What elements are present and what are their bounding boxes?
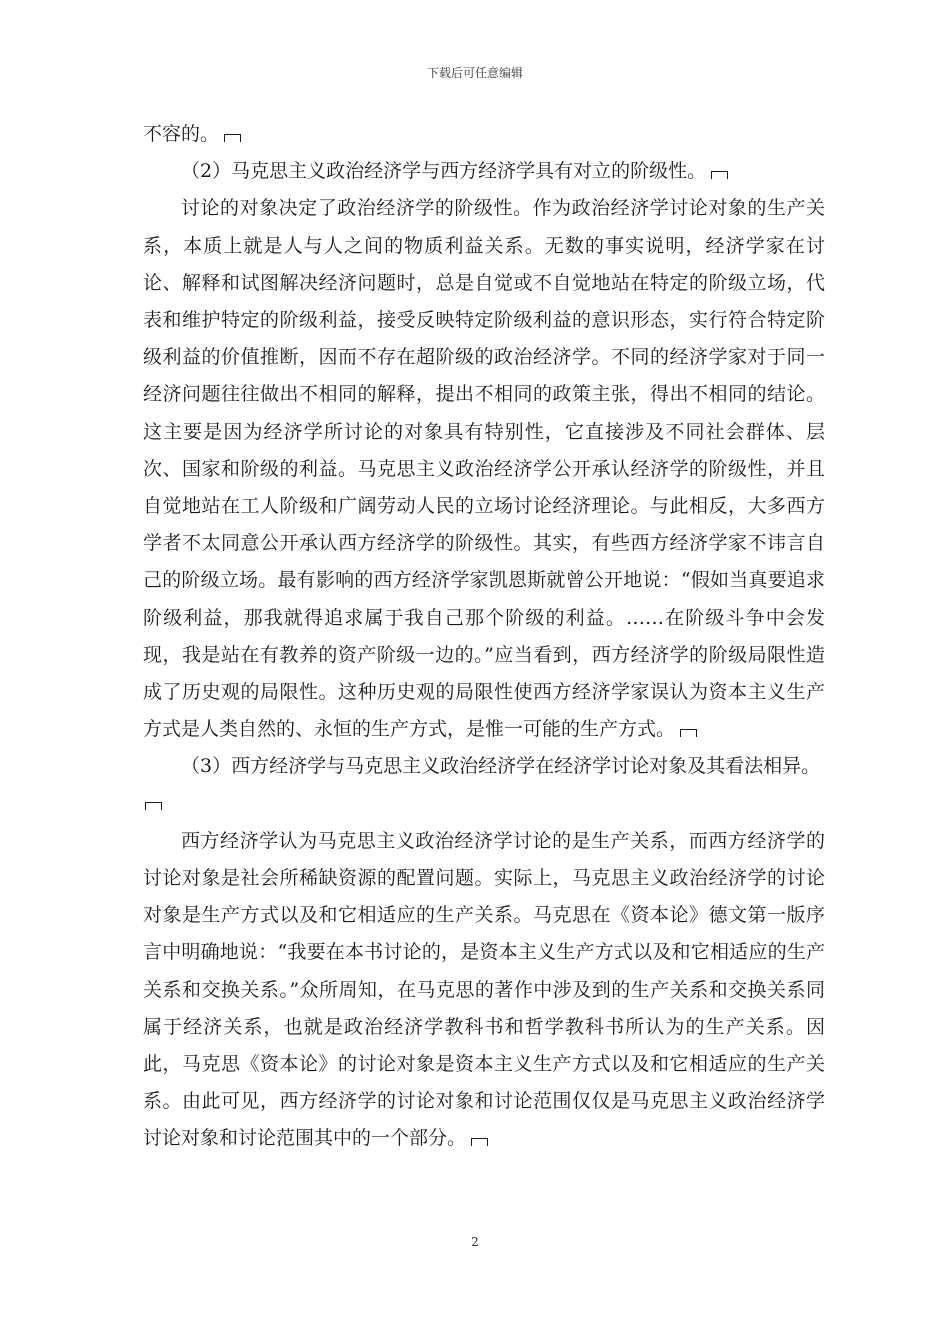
paragraph-1 (143, 116, 825, 153)
paragraph-3 (143, 190, 825, 748)
paragraph-1-text: 不容的。 (143, 123, 220, 145)
paragraph-mark-icon (224, 134, 241, 142)
paragraph-mark-icon (711, 171, 728, 179)
page-number: 2 (471, 1235, 479, 1249)
paragraph-2 (143, 153, 825, 190)
paragraph-4 (143, 748, 825, 785)
paragraph-3-text: 讨论的对象决定了政治经济学的阶级性。作为政治经济学讨论对象的生产关系，本质上就是人与人之间的物质利益关系。无数的事实说明，经济学家在讨论、解释和试图解决经济问题时，总是自觉或不自觉地站在特定的阶级立场，代表和维护特定的阶级利益，接受反映特定阶级利益的意识形态，实行符合特定阶级利益的价值推断，因而不存在超阶级的政治经济学。不同的经济学家对于同一经济问题往往做出不相同的解释，提出不相同的政策主张，得出不相同的结论。这主要是因为经济学所讨论的对象具有特别性，它直接涉及不同社会群体、层次、国家和阶级的利益。马克思主义政治经济学公开承认经济学的阶级性，并且自觉地站在工人阶级和广阔劳动人民的立场讨论经济理论。与此相反，大多西方学者不太同意公开承认西方经济学的阶级性。其实，有些西方经济学家不讳言自己的阶级立场。最有影响的西方经济学家凯恩斯就曾公开地说：“假如当真要追求阶级利益，那我就得追求属于我自己那个阶级的利益。……在阶级斗争中会发现，我是站在有教养的资产阶级一边的。”应当看到，西方经济学的阶级局限性造成了历史观的局限性。这种历史观的局限性使西方经济学家误认为资本主义生产方式是人类自然的、永恒的生产方式，是惟一可能的生产方式。 (143, 197, 825, 741)
document-body (143, 116, 825, 1158)
paragraph-mark-icon (680, 729, 697, 737)
paragraph-4-mark-line (143, 786, 825, 823)
page-header: 下载后可任意编辑 (426, 66, 523, 80)
paragraph-mark-icon (471, 1138, 488, 1146)
paragraph-mark-icon (145, 802, 162, 810)
paragraph-5 (143, 823, 825, 1158)
paragraph-4-text: （3）西方经济学与马克思主义政治经济学在经济学讨论对象及其看法相异。 (181, 755, 821, 778)
paragraph-2-text: （2）马克思主义政治经济学与西方经济学具有对立的阶级性。 (181, 160, 707, 183)
paragraph-5-text: 西方经济学认为马克思主义政治经济学讨论的是生产关系，而西方经济学的讨论对象是社会所稀缺资源的配置问题。实际上，马克思主义政治经济学的讨论对象是生产方式以及和它相适应的生产关系。马克思在《资本论》德文第一版序言中明确地说：“我要在本书讨论的，是资本主义生产方式以及和它相适应的生产关系和交换关系。”众所周知，在马克思的著作中涉及到的生产关系和交换关系同属于经济关系，也就是政治经济学教科书和哲学教科书所认为的生产关系。因此，马克思《资本论》的讨论对象是资本主义生产方式以及和它相适应的生产关系。由此可见，西方经济学的讨论对象和讨论范围仅仅是马克思主义政治经济学讨论对象和讨论范围其中的一个部分。 (143, 829, 825, 1150)
